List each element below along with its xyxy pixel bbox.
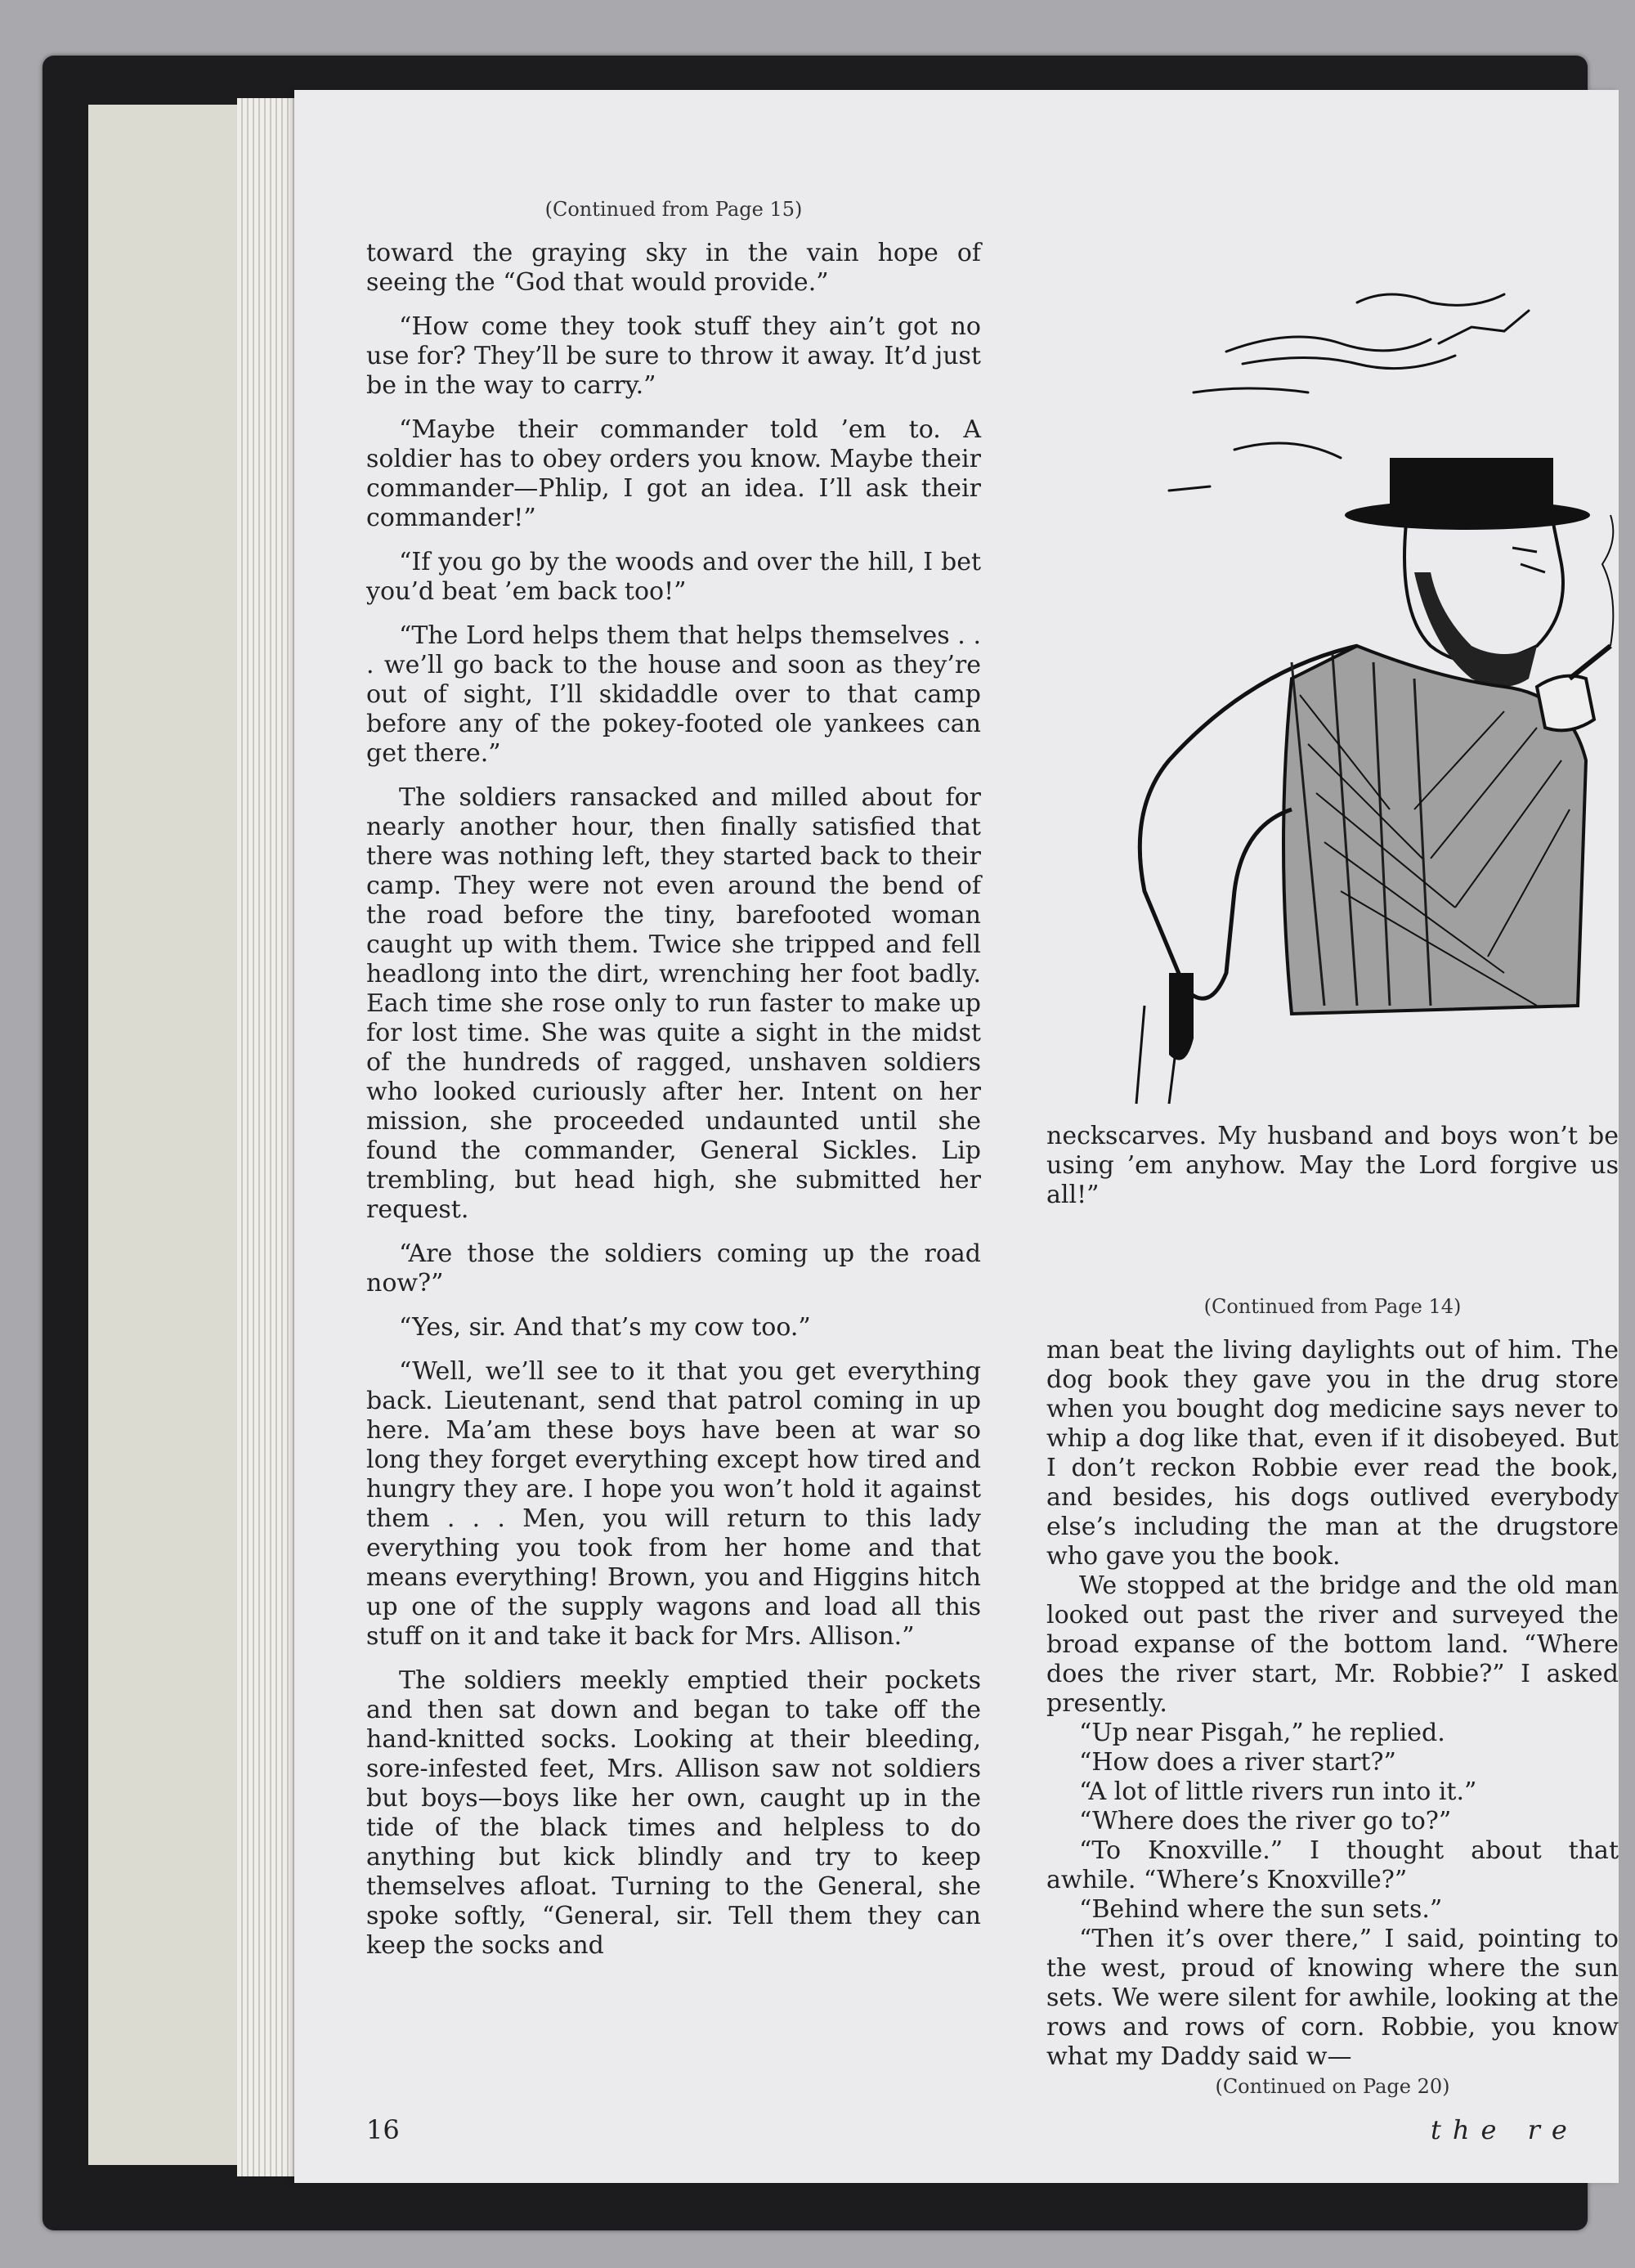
paragraph: “To Knoxville.” I thought about that awhile. “Where’s Knoxville?” [1046,1836,1619,1894]
man-with-pipe-illustration [1046,188,1619,1112]
page-number: 16 [366,2114,400,2145]
paragraph: “How come they took stuff they ain’t got no use for? They’ll be sure to throw it away. It’d just be in the way to carry.” [366,312,981,400]
magazine-page [294,90,1619,2183]
paragraph: “How does a river start?” [1079,1748,1396,1777]
paragraph: “Are those the soldiers coming up the road now?” [366,1239,981,1298]
paragraph: “Up near Pisgah,” he replied. [1079,1719,1445,1747]
paragraph: The soldiers meekly emptied their pockets and then sat down and began to take off the hand-knitted socks. Looking at their bleeding, sore-infested feet, Mrs. Allison saw not soldiers but boys—boys like her own, caught up in the tide of the black times and helpless to do anything but kick blindly and try to keep themselves afloat. Turning to the General, she spoke softly, “General, sir. Tell them they can keep the socks and [366,1666,981,1960]
continued-from-note: (Continued from Page 15) [544,198,803,221]
paragraph: “Where does the river go to?” [1079,1807,1452,1835]
paragraph: man beat the living daylights out of him. The dog book they gave you in the drug store when you bought dog medicine says never to whip a dog like that, even if it disobeyed. But I don’t reckon Robbie ever read the book, and besides, his dogs outlived everybody else’s including the man at the drugstore who gave you the book. [1046,1336,1619,1571]
magazine-title-footer: the re [1431,2114,1579,2145]
paragraph: “Yes, sir. And that’s my cow too.” [399,1313,811,1342]
paragraph: neckscarves. My husband and boys won’t be using ’em anyhow. May the Lord forgive us all!” [1046,1122,1619,1209]
continued-from-note: (Continued from Page 14) [1203,1295,1462,1318]
paragraph: “Behind where the sun sets.” [1079,1895,1443,1924]
paragraph: “Then it’s over there,” I said, pointing to the west, proud of knowing where the sun sets. We were silent for awhile, looking at the rows and rows of corn. Robbie, you know what my Daddy said w— [1046,1925,1619,2071]
right-column-top [1046,1122,1619,1225]
continued-on-note: (Continued on Page 20) [1215,2075,1450,2098]
paragraph: “A lot of little rivers run into it.” [1079,1777,1477,1806]
page-stack-edge [237,98,302,2176]
paragraph: The soldiers ransacked and milled about for nearly another hour, then finally satisfied that there was nothing left, they started back to their camp. They were not even around the bend of the road before the tiny, barefooted woman caught up with them. Twice she tripped and fell headlong into the dirt, wrenching her foot badly. Each time she rose only to run faster to make up for lost time. She was quite a sight in the midst of the hundreds of ragged, unshaven soldiers who looked curiously after her. Intent on her mission, she proceeded undaunted until she found the commander, General Sickles. Lip trembling, but head high, she submitted her request. [366,783,981,1224]
paragraph: “If you go by the woods and over the hill, I bet you’d beat ’em back too!” [366,548,981,606]
paragraph: toward the graying sky in the vain hope of seeing the “God that would provide.” [366,239,981,297]
left-column [366,195,981,1975]
paragraph: We stopped at the bridge and the old man looked out past the river and surveyed the broad expanse of the bottom land. “Where does the river start, Mr. Robbie?” I asked presently. [1046,1571,1619,1718]
right-column-bottom [1046,1292,1619,2116]
paragraph: “Well, we’ll see to it that you get everything back. Lieutenant, send that patrol coming in up here. Ma’am these boys have been at war so long they forget everything except how tired and hungry they are. I hope you won’t hold it against them . . . Men, you will return to this lady everything you took from her home and that means everything! Brown, you and Higgins hitch up one of the supply wagons and load all this stuff on it and take it back for Mrs. Allison.” [366,1357,981,1651]
paragraph: “Maybe their commander told ’em to. A soldier has to obey orders you know. Maybe their commander—Phlip, I got an idea. I’ll ask their commander!” [366,415,981,532]
paragraph: “The Lord helps them that helps themselves . . . we’ll go back to the house and soon as they’re out of sight, I’ll skidaddle over to that camp before any of the pokey-footed ole yankees can get there.” [366,621,981,768]
